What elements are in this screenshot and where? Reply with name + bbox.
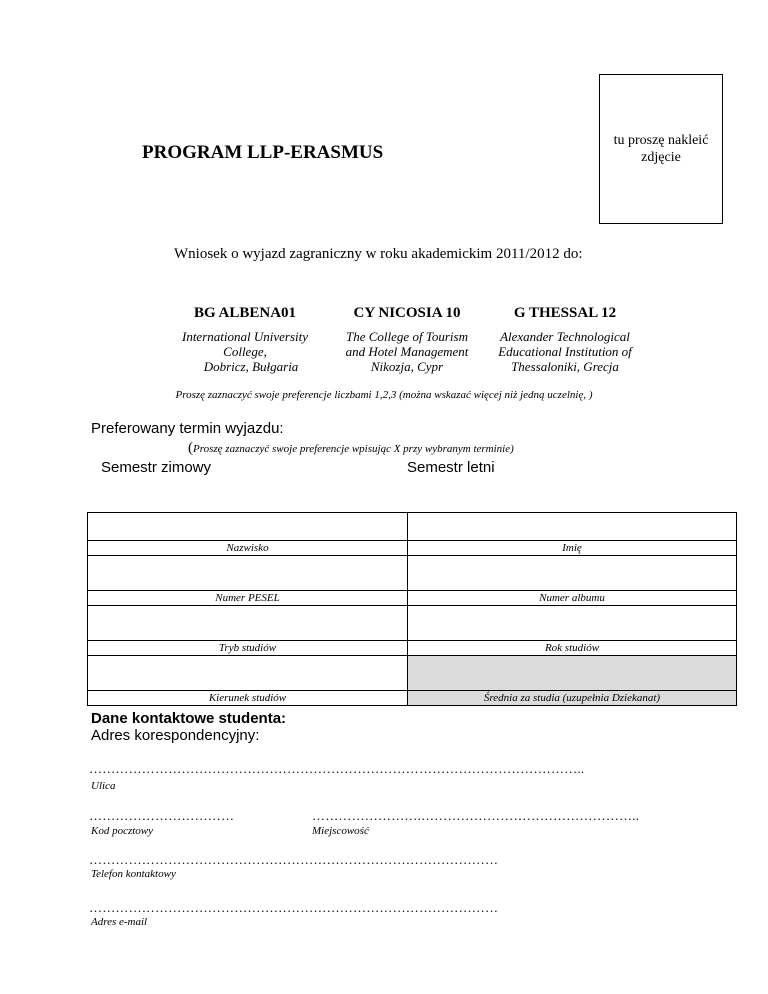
university-desc-line: International University xyxy=(181,329,308,344)
term-instruction xyxy=(188,440,514,457)
term-instruction-text: Proszę zaznaczyć swoje preferencje wpisując X przy wybranym terminie) xyxy=(193,443,514,455)
average-grade-cell xyxy=(408,656,737,691)
university-desc-line: Educational Institution of xyxy=(498,344,632,359)
study-mode-label: Tryb studiów xyxy=(88,641,408,656)
university-block-gr xyxy=(480,305,650,374)
university-desc-line: Nikozja, Cypr xyxy=(370,359,444,374)
photo-box-text-line1: tu proszę nakleić xyxy=(613,133,709,148)
summer-semester-option[interactable]: Semestr letni xyxy=(407,459,495,476)
average-grade-label: Średnia za studia (uzupełnia Dziekanat) xyxy=(408,691,737,706)
photo-box-text-line2: zdjęcie xyxy=(641,150,681,165)
photo-placeholder-box xyxy=(599,74,723,224)
field-of-study-label: Kierunek studiów xyxy=(88,691,408,706)
university-desc-line: The College of Tourism xyxy=(346,329,468,344)
university-block-bg xyxy=(160,305,330,374)
university-desc-line: Dobricz, Bułgaria xyxy=(203,359,299,374)
postal-code-label: Kod pocztowy xyxy=(91,825,154,837)
city-label: Miejscowość xyxy=(312,825,369,837)
preferences-instruction: Proszę zaznaczyć swoje preferencje liczbami 1,2,3 (można wskazać więcej niż jedną uczelnię, ) xyxy=(175,389,593,401)
university-code: BG ALBENA01 xyxy=(193,305,297,321)
university-block-cy xyxy=(322,305,492,374)
university-code: CY NICOSIA 10 xyxy=(353,305,461,321)
correspondence-address-heading: Adres korespondencyjny: xyxy=(91,727,260,744)
first-name-input-cell[interactable] xyxy=(408,513,737,541)
surname-input-cell[interactable] xyxy=(88,513,408,541)
university-code: G THESSAL 12 xyxy=(513,305,617,321)
contact-heading: Dane kontaktowe studenta: xyxy=(91,710,287,727)
surname-label: Nazwisko xyxy=(88,541,408,556)
field-of-study-input-cell[interactable] xyxy=(88,656,408,691)
university-desc-line: and Hotel Management xyxy=(345,344,469,359)
album-number-input-cell[interactable] xyxy=(408,556,737,591)
university-desc-line: Alexander Technological xyxy=(500,329,630,344)
first-name-label: Imię xyxy=(408,541,737,556)
university-desc-line: College, xyxy=(223,344,267,359)
pesel-input-cell[interactable] xyxy=(88,556,408,591)
city-field[interactable]: …………………….………………………………………….. xyxy=(312,808,640,823)
term-label: Preferowany termin wyjazdu: xyxy=(91,420,284,437)
street-field[interactable]: ………………………………………………………………………………………………….. xyxy=(89,761,585,776)
application-heading: Wniosek o wyjazd zagraniczny w roku akademickim 2011/2012 do: xyxy=(174,246,583,262)
phone-label: Telefon kontaktowy xyxy=(91,868,176,880)
page-title: PROGRAM LLP-ERASMUS xyxy=(142,142,384,163)
term-instruction-paren: ( xyxy=(188,440,193,456)
email-label: Adres e-mail xyxy=(91,916,148,928)
student-data-table xyxy=(87,512,737,706)
study-mode-input-cell[interactable] xyxy=(88,606,408,641)
study-year-input-cell[interactable] xyxy=(408,606,737,641)
phone-field[interactable]: ………………………………………………………………………………… xyxy=(89,852,499,867)
pesel-label: Numer PESEL xyxy=(88,591,408,606)
album-number-label: Numer albumu xyxy=(408,591,737,606)
postal-code-field[interactable]: …………………………… xyxy=(89,808,235,823)
study-year-label: Rok studiów xyxy=(408,641,737,656)
email-field[interactable]: ………………………………………………………………………………… xyxy=(89,900,499,915)
university-desc-line: Thessaloniki, Grecja xyxy=(511,359,619,374)
street-label: Ulica xyxy=(91,780,116,792)
winter-semester-option[interactable]: Semestr zimowy xyxy=(101,459,212,476)
